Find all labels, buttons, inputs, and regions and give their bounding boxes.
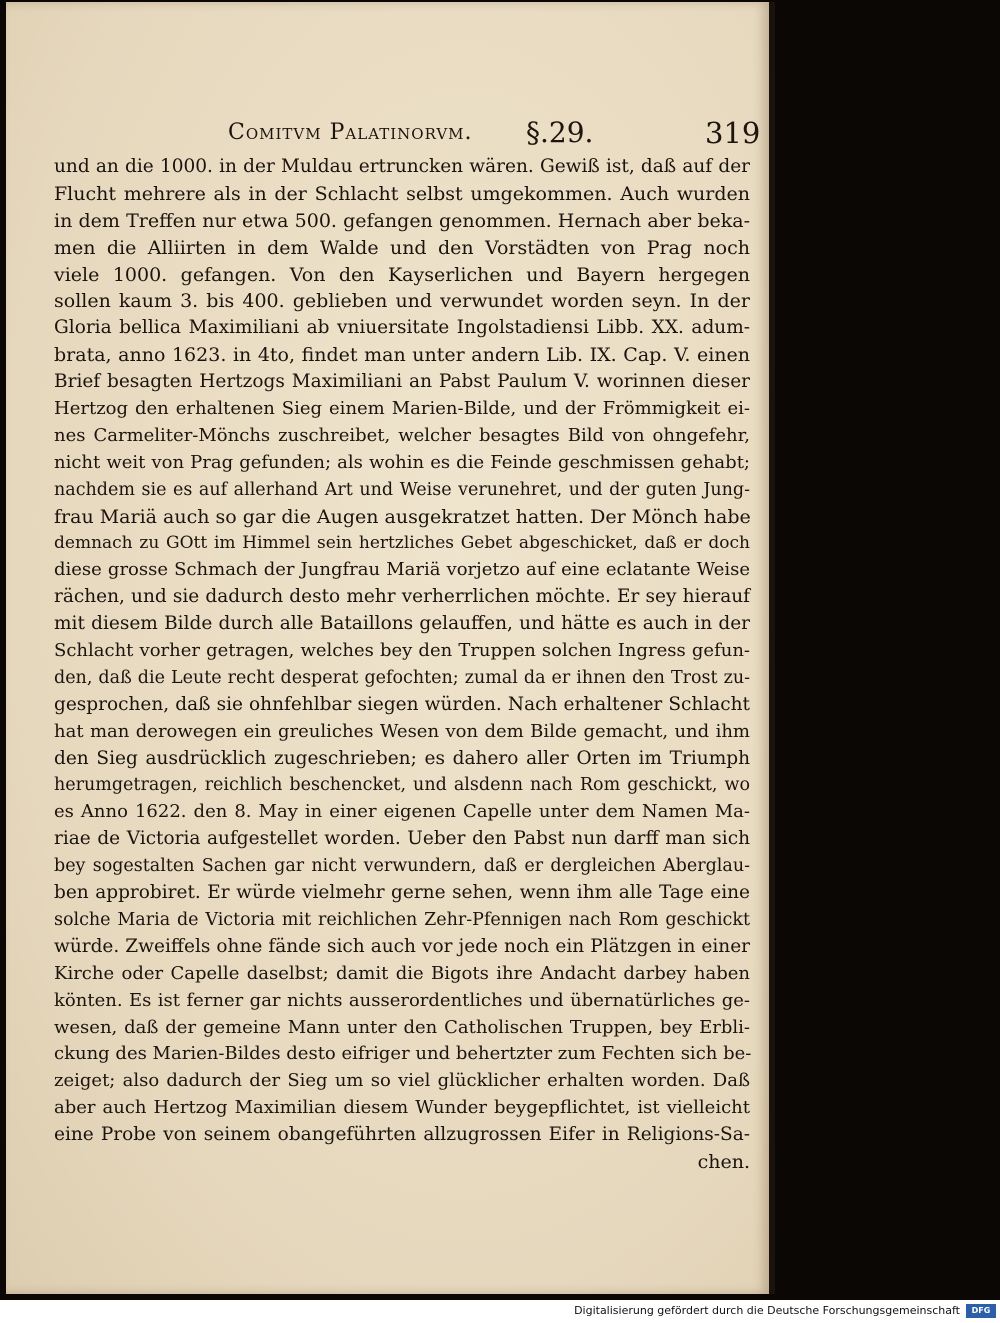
text-line: Kirche oder Capelle daselbst; damit die Bigots ihre Andacht darbey haben (54, 962, 750, 984)
page-number: 319 (705, 116, 761, 150)
text-line: Flucht mehrere als in der Schlacht selbst umgekommen. Auch wurden (54, 182, 750, 205)
text-line: ckung des Marien-Bildes desto eifriger und behertzter zum Fechten sich be- (54, 1043, 752, 1065)
footer-bar (0, 1300, 1000, 1323)
text-line: den Sieg ausdrücklich zugeschrieben; es dahero aller Orten im Triumph (54, 747, 750, 769)
text-line: brata, anno 1623. in 4to, findet man unter andern Lib. IX. Cap. V. einen (54, 344, 750, 367)
text-line: riae de Victoria aufgestellet worden. Ueber den Pabst nun darff man sich (54, 828, 750, 850)
section-number: §.29. (526, 116, 594, 149)
page-edge (769, 2, 775, 1294)
text-line: es Anno 1622. den 8. May in einer eigenen Capelle unter dem Namen Ma- (54, 801, 750, 823)
text-line: herumgetragen, reichlich beschencket, und alsdenn nach Rom geschickt, wo (54, 775, 750, 796)
running-head (6, 116, 769, 152)
text-line: rächen, und sie dadurch desto mehr verherrlichen möchte. Er sey hierauf (54, 586, 750, 608)
text-line: gesprochen, daß sie ohnfehlbar siegen würden. Nach erhaltener Schlacht (54, 693, 750, 715)
text-line: aber auch Hertzog Maximilian diesem Wunder beygepflichtet, ist vielleicht (54, 1097, 750, 1119)
body-text (54, 154, 750, 1176)
text-line: eine Probe von seinem obangeführten allzugrossen Eifer in Religions-Sa- (54, 1124, 750, 1146)
text-line: demnach zu GOtt im Himmel sein hertzliches Gebet abgeschicket, daß er doch (54, 533, 750, 554)
running-title: Comitvm Palatinorvm. (228, 120, 473, 145)
text-line: nachdem sie es auf allerhand Art und Weise verunehret, und der guten Jung- (54, 479, 750, 500)
text-line: in dem Treffen nur etwa 500. gefangen genommen. Hernach aber beka- (54, 209, 750, 232)
text-line: nicht weit von Prag gefunden; als wohin es die Feinde geschmissen gehabt; (54, 451, 750, 473)
text-line: diese grosse Schmach der Jungfrau Mariä vorjetzo auf eine eclatante Weise (54, 559, 750, 581)
text-line: könten. Es ist ferner gar nichts ausserordentliches und übernatürliches ge- (54, 989, 750, 1011)
text-line: Hertzog den erhaltenen Sieg einem Marien-Bilde, und der Frömmigkeit ei- (54, 398, 750, 420)
text-line: zeiget; also dadurch der Sieg um so viel glücklicher erhalten worden. Daß (54, 1070, 750, 1092)
dfg-logo-icon: DFG (966, 1304, 996, 1318)
text-line: Gloria bellica Maximiliani ab vniuersitate Ingolstadiensi Libb. XX. adum- (54, 317, 750, 339)
digitization-credit: Digitalisierung gefördert durch die Deutsche Forschungsgemeinschaft (574, 1304, 960, 1317)
text-line: viele 1000. gefangen. Von den Kayserlichen und Bayern hergegen (54, 263, 750, 286)
text-line: Brief besagten Hertzogs Maximiliani an Pabst Paulum V. worinnen dieser (54, 371, 750, 393)
text-line: Schlacht vorher getragen, welches bey den Truppen solchen Ingress gefun- (54, 640, 750, 662)
text-line: frau Mariä auch so gar die Augen ausgekratzet hatten. Der Mönch habe (54, 505, 751, 528)
text-line: wesen, daß der gemeine Mann unter den Catholischen Truppen, bey Erbli- (54, 1016, 750, 1038)
text-line: ben approbiret. Er würde vielmehr gerne sehen, wenn ihm alle Tage eine (54, 882, 750, 904)
text-line: chen. (697, 1150, 750, 1173)
book-page (6, 2, 769, 1294)
text-line: den, daß die Leute recht desperat gefochten; zumal da er ihnen den Trost zu- (54, 667, 750, 688)
text-line: und an die 1000. in der Muldau ertruncken wären. Gewiß ist, daß auf der (54, 156, 750, 177)
text-line: sollen kaum 3. bis 400. geblieben und verwundet worden seyn. In der (54, 290, 750, 313)
text-line: men die Alliirten in dem Walde und den Vorstädten von Prag noch (54, 236, 750, 259)
text-line: solche Maria de Victoria mit reichlichen Zehr-Pfennigen nach Rom geschickt (54, 909, 750, 930)
text-line: würde. Zweiffels ohne fände sich auch vor jede noch ein Plätzgen in einer (54, 935, 750, 957)
text-line: hat man derowegen ein greuliches Wesen von dem Bilde gemacht, und ihm (54, 720, 750, 742)
text-line: nes Carmeliter-Mönchs zuschreibet, welcher besagtes Bild von ohngefehr, (54, 424, 750, 446)
text-line: bey sogestalten Sachen gar nicht verwundern, daß er dergleichen Aberglau- (54, 856, 750, 877)
text-line: mit diesem Bilde durch alle Bataillons gelauffen, und hätte es auch in der (54, 613, 750, 635)
